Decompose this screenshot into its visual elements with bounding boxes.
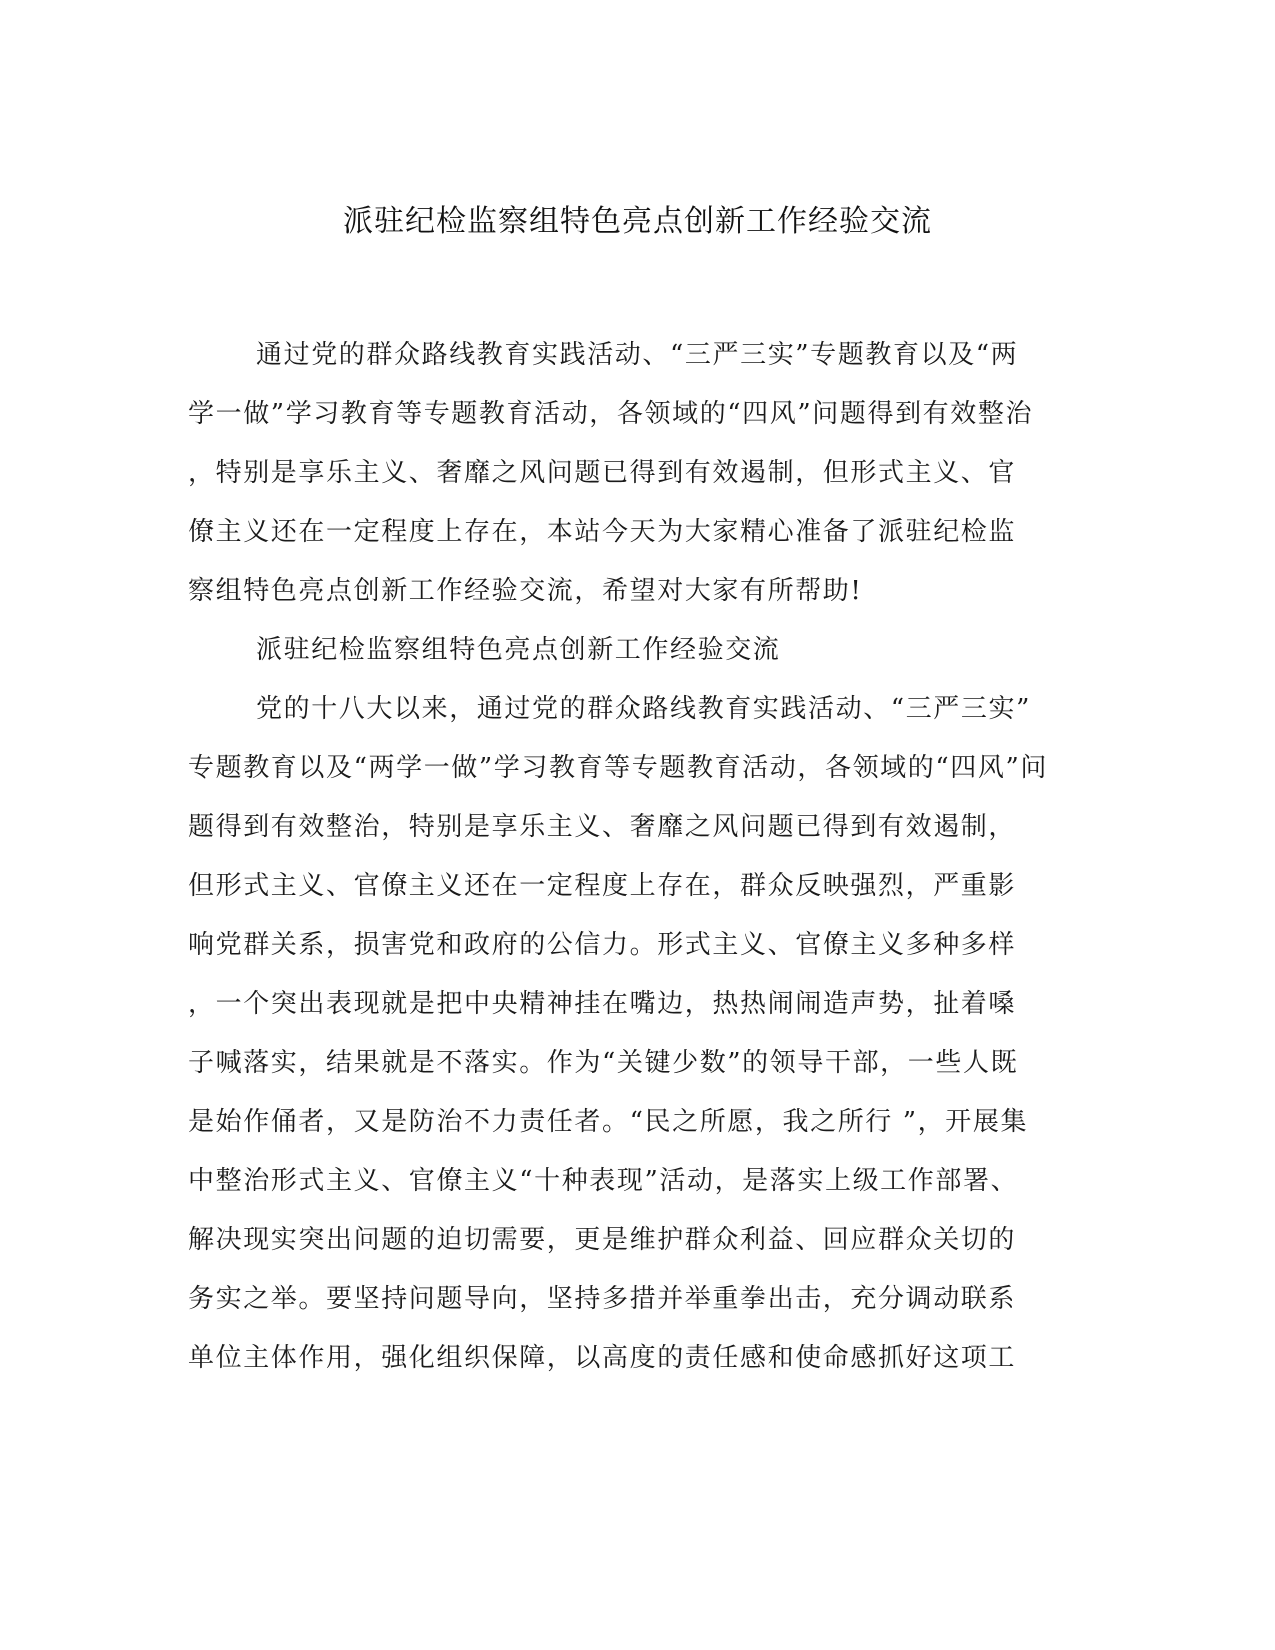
text-line: 中整治形式主义、官僚主义“十种表现”活动，是落实上级工作部署、 xyxy=(188,1166,1019,1196)
text-line: 题得到有效整治，特别是享乐主义、奢靡之风问题已得到有效遏制， xyxy=(188,812,1017,842)
text-line: ，一个突出表现就是把中央精神挂在嘴边，热热闹闹造声势，扯着嗓 xyxy=(188,989,1017,1019)
text-line: 响党群关系，损害党和政府的公信力。形式主义、官僚主义多种多样 xyxy=(188,930,1017,960)
text-line: 是始作俑者，又是防治不力责任者。“民之所愿，我之所行 ”，开展集 xyxy=(188,1107,1029,1137)
text-line: 僚主义还在一定程度上存在，本站今天为大家精心准备了派驻纪检监 xyxy=(188,517,1017,547)
text-line: 单位主体作用，强化组织保障，以高度的责任感和使命感抓好这项工 xyxy=(188,1343,1017,1373)
text-line: 专题教育以及“两学一做”学习教育等专题教育活动，各领域的“四风”问 xyxy=(188,753,1048,783)
text-line: 派驻纪检监察组特色亮点创新工作经验交流 xyxy=(256,635,781,665)
text-line: ，特别是享乐主义、奢靡之风问题已得到有效遏制，但形式主义、官 xyxy=(188,458,1017,488)
text-line: 察组特色亮点创新工作经验交流，希望对大家有所帮助! xyxy=(188,576,863,606)
text-line: 但形式主义、官僚主义还在一定程度上存在，群众反映强烈，严重影 xyxy=(188,871,1017,901)
text-line: 解决现实突出问题的迫切需要，更是维护群众利益、回应群众关切的 xyxy=(188,1225,1017,1255)
text-line: 子喊落实，结果就是不落实。作为“关键少数”的领导干部，一些人既 xyxy=(188,1048,1019,1078)
text-line: 学一做”学习教育等专题教育活动，各领域的“四风”问题得到有效整治 xyxy=(188,399,1034,429)
text-line: 通过党的群众路线教育实践活动、“三严三实”专题教育以及“两 xyxy=(256,340,1019,370)
document-title: 派驻纪检监察组特色亮点创新工作经验交流 xyxy=(343,204,932,239)
text-line: 党的十八大以来，通过党的群众路线教育实践活动、“三严三实” xyxy=(256,694,1031,724)
text-line: 务实之举。要坚持问题导向，坚持多措并举重拳出击，充分调动联系 xyxy=(188,1284,1017,1314)
